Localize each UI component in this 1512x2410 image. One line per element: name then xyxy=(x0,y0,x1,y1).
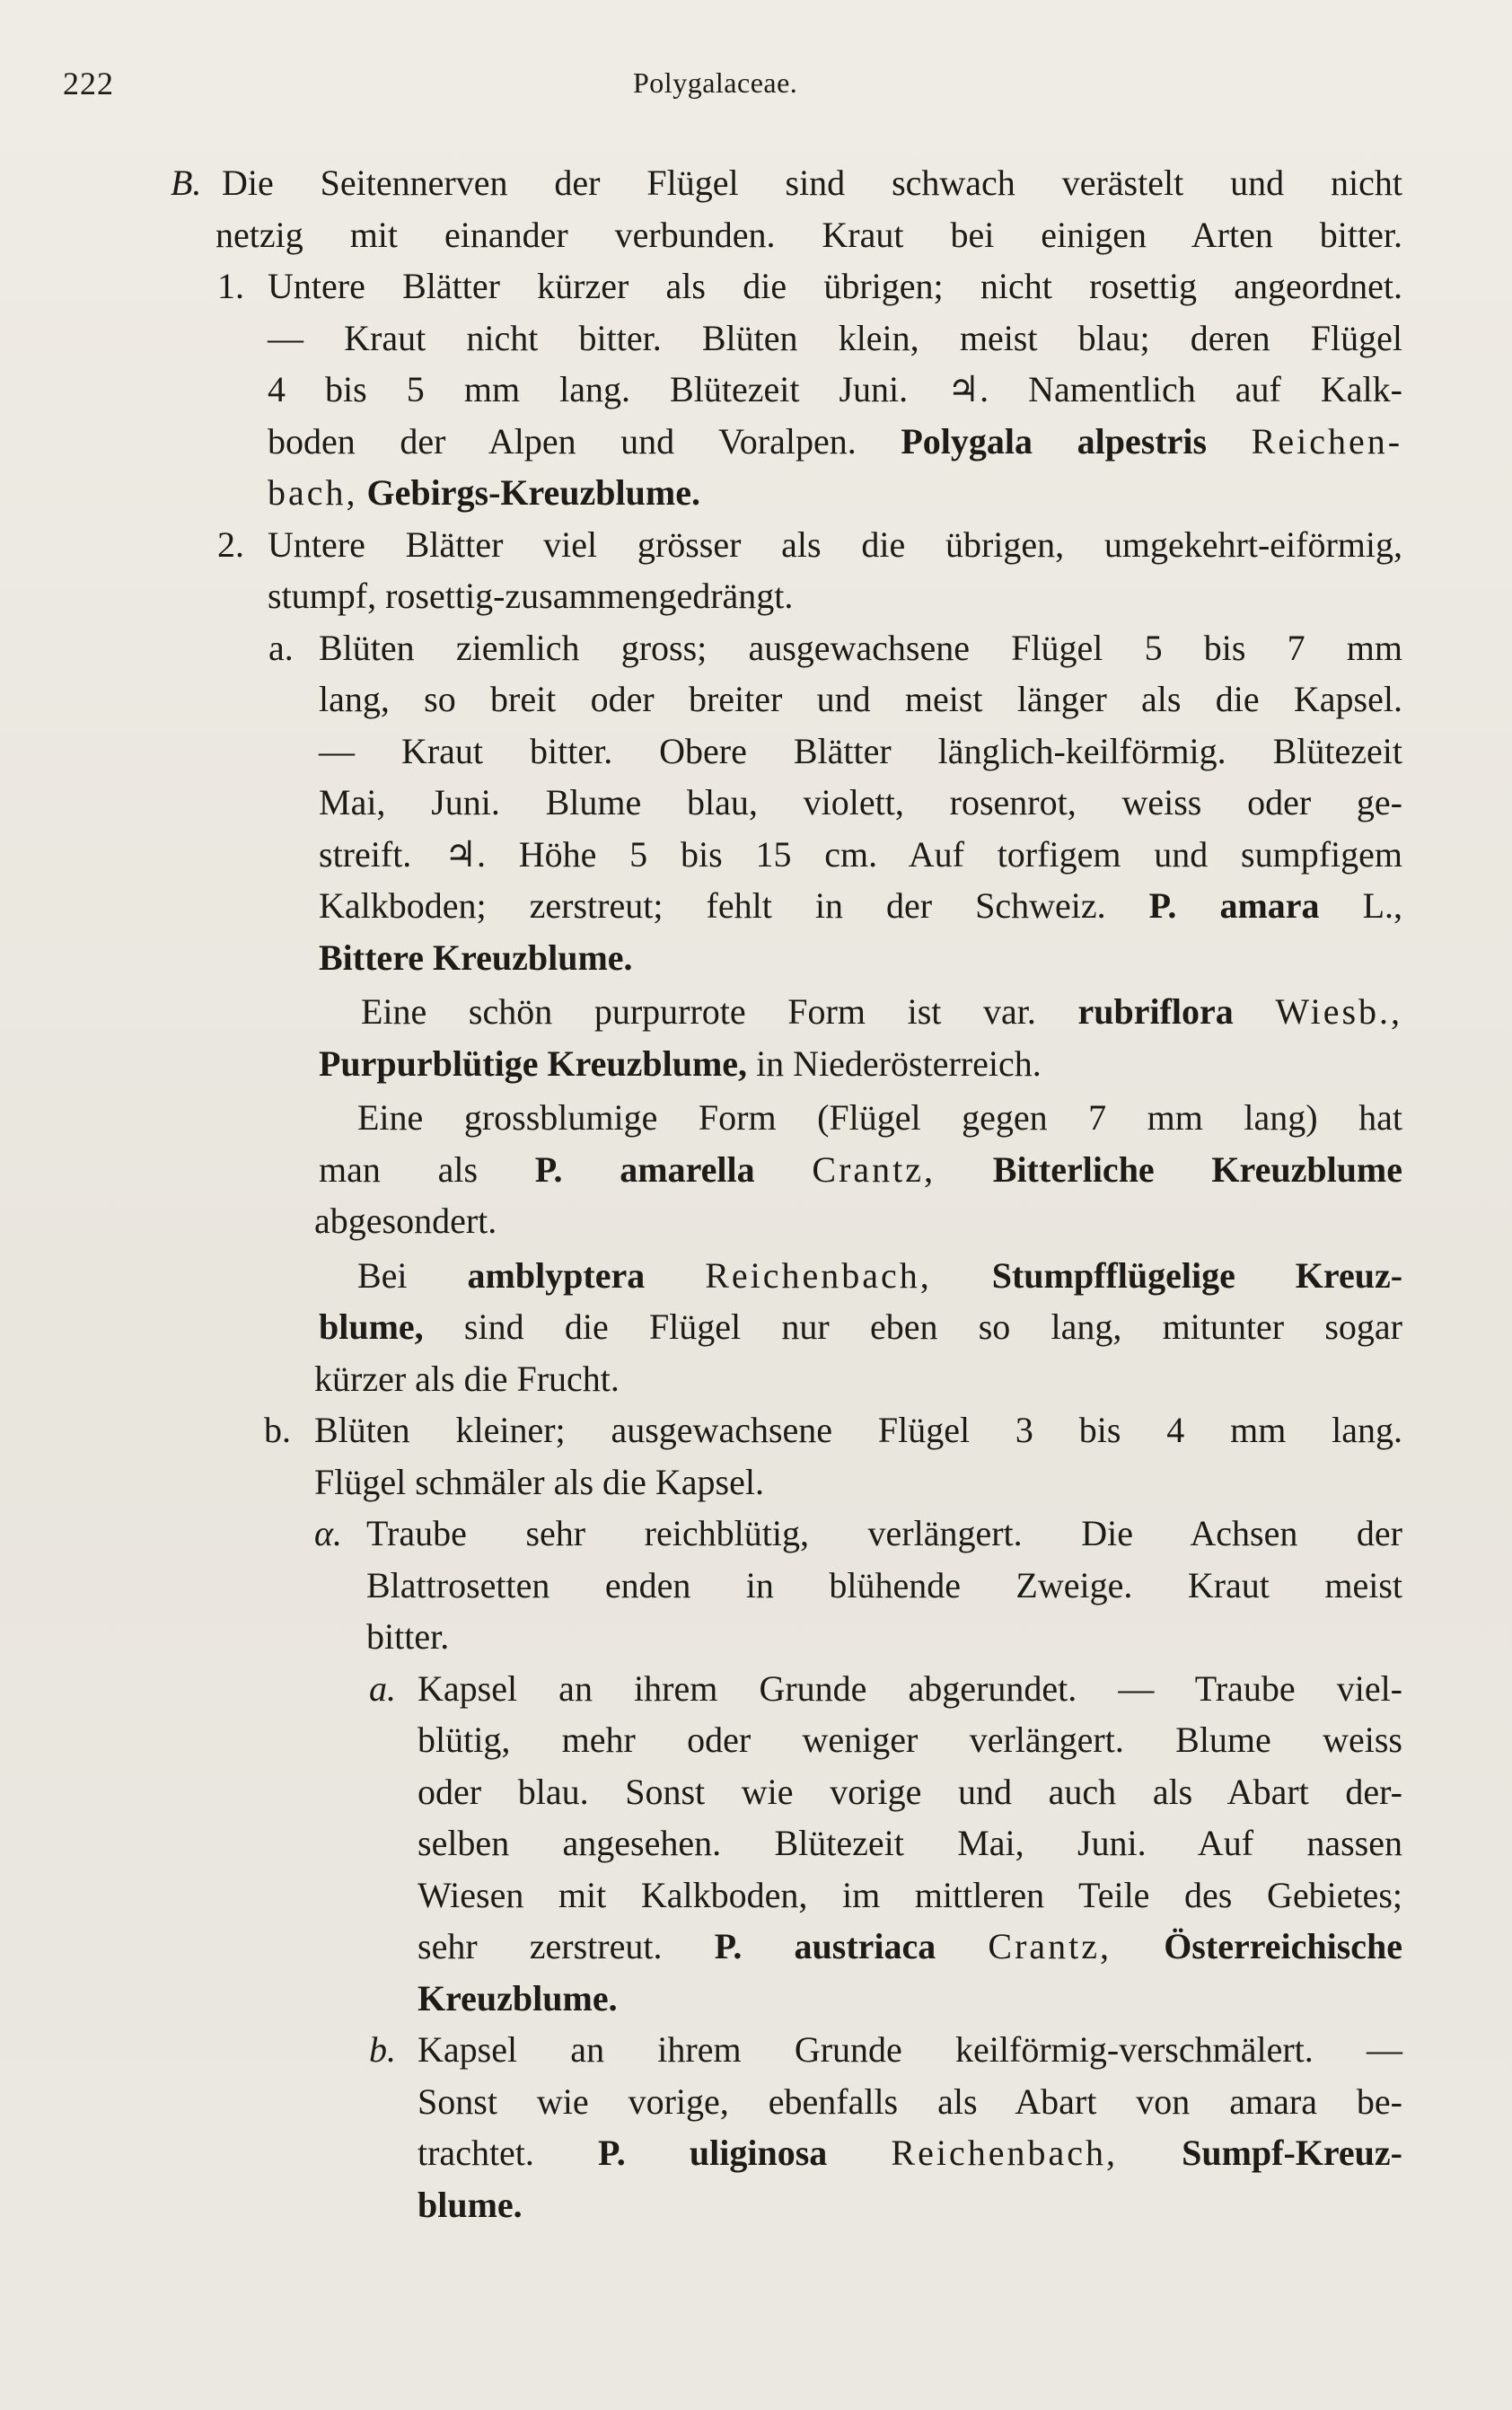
rubriflora-line-2: in Niederösterreich. xyxy=(756,1042,1042,1084)
austriaca-line-6: sehr zerstreut. xyxy=(418,1926,663,1966)
running-title: Polygalaceae. xyxy=(633,66,798,99)
common-name-stumpffluegelige-kreuzblume: Stumpfflügelige Kreuz- xyxy=(991,1254,1403,1296)
species-name-austriaca: P. austriaca xyxy=(714,1926,936,1966)
common-name-kreuzblume: Kreuzblume. xyxy=(418,1977,618,2019)
variety-amarella xyxy=(0,1092,1512,1247)
austriaca-line-3: oder blau. Sonst wie vorige und auch als Abart der- xyxy=(418,1771,1402,1812)
amarella-line-2: man als xyxy=(319,1148,479,1190)
uliginosa-line-3: trachtet. xyxy=(418,2133,534,2173)
item-2-line-1: Untere Blätter viel grösser als die übrigen, umgekehrt-eiförmig, xyxy=(268,523,1402,565)
common-name-bittere-kreuzblume: Bittere Kreuzblume. xyxy=(319,937,633,978)
variety-rubriflora xyxy=(0,986,1512,1089)
item-1-line-4: boden der Alpen und Voralpen. xyxy=(268,420,857,462)
item-2b xyxy=(0,1404,1512,1508)
author-linnaeus: L., xyxy=(1362,885,1403,926)
variety-name-rubriflora: rubriflora xyxy=(1077,991,1234,1032)
item-2b-alpha xyxy=(0,1508,1512,1663)
item-2b-line-1: Blüten kleiner; ausgewachsene Flügel 3 bis 4 mm lang. xyxy=(314,1410,1402,1450)
item-2a-line-4: Mai, Juni. Blume blau, violett, rosenrot, weiss oder ge- xyxy=(319,782,1402,822)
author-reichenbach: Reichen- xyxy=(1251,420,1403,462)
species-name-amarella: P. amarella xyxy=(534,1148,755,1190)
author-reichenbach-3: Reichenbach, xyxy=(891,2133,1118,2173)
common-name-gebirgs-kreuzblume: Gebirgs-Kreuzblume. xyxy=(366,472,700,513)
common-name-continuation: blume, xyxy=(319,1306,424,1347)
item-2b-alpha-line-3: bitter. xyxy=(366,1616,450,1657)
common-name-bitterliche-kreuzblume: Bitterliche Kreuzblume xyxy=(992,1148,1403,1190)
section-b-line-2: netzig mit einander verbunden. Kraut bei einigen Arten bitter. xyxy=(215,214,1402,255)
author-continuation: bach, xyxy=(268,472,358,513)
item-2-label: 2. xyxy=(217,523,244,565)
uliginosa-line-2: Sonst wie vorige, ebenfalls als Abart von amara be- xyxy=(418,2080,1402,2122)
item-2a-line-3: — Kraut bitter. Obere Blätter länglich-keilförmig. Blütezeit xyxy=(319,730,1402,771)
page-number: 222 xyxy=(63,66,114,101)
rubriflora-line-1: Eine schön purpurrote Form ist var. xyxy=(361,991,1036,1032)
variety-name-amblyptera: amblyptera xyxy=(467,1254,646,1296)
item-1-line-1: Untere Blätter kürzer als die übrigen; nicht rosettig angeordnet. xyxy=(268,266,1402,306)
item-2b-alpha-b xyxy=(0,2024,1512,2230)
species-name-uliginosa: P. uliginosa xyxy=(598,2133,828,2173)
item-1-line-2: — Kraut nicht bitter. Blüten klein, meist blau; deren Flügel xyxy=(268,317,1402,358)
item-2b-label: b. xyxy=(264,1410,291,1450)
austriaca-line-2: blütig, mehr oder weniger verlängert. Blume weiss xyxy=(418,1720,1402,1760)
amblyptera-line-1: Bei xyxy=(357,1254,408,1296)
austriaca-line-5: Wiesen mit Kalkboden, im mittleren Teile des Gebietes; xyxy=(418,1874,1402,1915)
item-2b-alpha-a xyxy=(0,1663,1512,2025)
section-b-label: B. xyxy=(171,163,202,203)
item-2b-alpha-a-label: a. xyxy=(369,1667,396,1709)
amblyptera-line-2: sind die Flügel nur eben so lang, mitunter sogar xyxy=(463,1306,1402,1347)
item-2a xyxy=(0,622,1512,984)
common-name-purpurbluetige-kreuzblume: Purpurblütige Kreuzblume, xyxy=(319,1042,748,1084)
amarella-line-3: abgesondert. xyxy=(314,1201,497,1241)
section-b-line-1: Die Seitennerven der Flügel sind schwach verästelt und nicht xyxy=(222,163,1402,203)
item-1 xyxy=(0,260,1512,519)
common-name-blume: blume. xyxy=(418,2184,523,2225)
item-2a-line-6: Kalkboden; zerstreut; fehlt in der Schweiz. xyxy=(319,885,1106,926)
author-reichenbach-2: Reichenbach, xyxy=(705,1254,932,1296)
species-name-alpestris: Polygala alpestris xyxy=(901,420,1208,462)
author-crantz-2: Crantz, xyxy=(988,1926,1112,1966)
item-1-line-3: 4 bis 5 mm lang. Blütezeit Juni. ♃. Namentlich auf Kalk- xyxy=(268,369,1402,409)
common-name-sumpf-kreuzblume: Sumpf-Kreuz- xyxy=(1182,2133,1402,2173)
item-2a-label: a. xyxy=(268,627,294,668)
item-2b-alpha-line-1: Traube sehr reichblütig, verlängert. Die Achsen der xyxy=(366,1513,1402,1553)
austriaca-line-1: Kapsel an ihrem Grunde abgerundet. — Traube viel- xyxy=(418,1667,1402,1709)
item-2 xyxy=(0,519,1512,622)
item-2b-alpha-line-2: Blattrosetten enden in blühende Zweige. Kraut meist xyxy=(366,1564,1402,1605)
variety-amblyptera xyxy=(0,1250,1512,1405)
author-wiesbaur: Wiesb., xyxy=(1275,991,1403,1032)
item-2a-line-2: lang, so breit oder breiter und meist länger als die Kapsel. xyxy=(319,679,1402,719)
page-header xyxy=(63,65,1410,110)
author-crantz: Crantz, xyxy=(812,1148,936,1190)
amblyptera-line-3: kürzer als die Frucht. xyxy=(314,1358,620,1399)
item-2a-line-5: streift. ♃. Höhe 5 bis 15 cm. Auf torfigem und sumpfigem xyxy=(319,833,1402,875)
key-text xyxy=(0,157,1512,2230)
item-1-label: 1. xyxy=(217,266,244,306)
common-name-oesterreichische: Österreichische xyxy=(1164,1926,1403,1966)
uliginosa-line-1: Kapsel an ihrem Grunde keilförmig-verschmälert. — xyxy=(418,2029,1402,2070)
item-2b-alpha-label: α. xyxy=(314,1513,342,1553)
item-2a-line-1: Blüten ziemlich gross; ausgewachsene Flügel 5 bis 7 mm xyxy=(319,627,1402,668)
item-2b-line-2: Flügel schmäler als die Kapsel. xyxy=(314,1461,764,1502)
item-2-line-2: stumpf, rosettig-zusammengedrängt. xyxy=(268,576,794,616)
amarella-line-1: Eine grossblumige Form (Flügel gegen 7 mm lang) hat xyxy=(357,1097,1402,1138)
item-2b-alpha-b-label: b. xyxy=(369,2029,396,2070)
section-b xyxy=(0,157,1512,260)
species-name-amara: P. amara xyxy=(1148,885,1320,926)
austriaca-line-4: selben angesehen. Blütezeit Mai, Juni. Auf nassen xyxy=(418,1823,1402,1863)
